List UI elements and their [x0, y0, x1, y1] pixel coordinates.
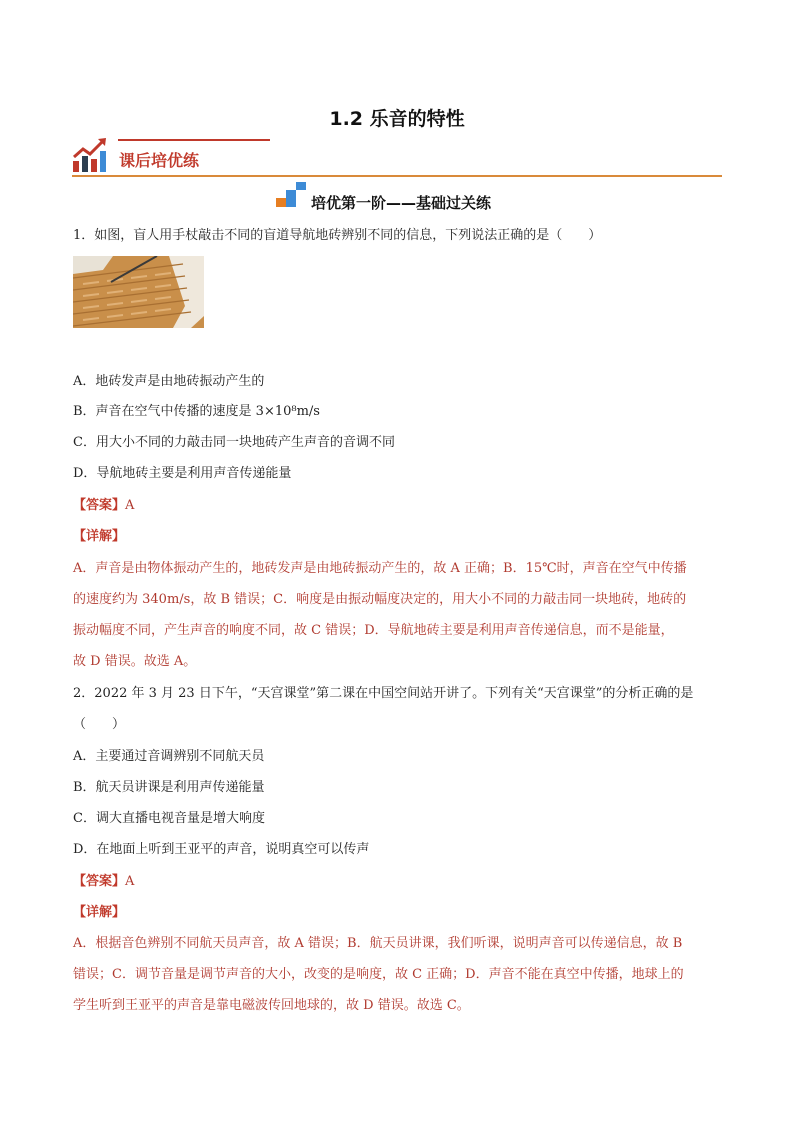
q2-option-d: D．在地面上听到王亚平的声音，说明真空可以传声	[73, 842, 370, 857]
subsection-label: 培优第一阶——基础过关练	[311, 194, 492, 212]
q1-explanation-line: 故 D 错误。故选 A。	[73, 654, 197, 669]
section-label: 课后培优练	[119, 151, 200, 170]
q1-explanation-line: 的速度约为 340m/s，故 B 错误；C．响度是由振动幅度决定的，用大小不同的力敲击同一块地砖，地砖的	[73, 592, 687, 607]
q1-explanation-line: 振动幅度不同，产生声音的响度不同，故 C 错误；D．导航地砖主要是利用声音传递信息，而不是能量，	[73, 623, 674, 638]
answer-value: A	[125, 498, 135, 513]
q1-option-a: A．地砖发声是由地砖振动产生的	[73, 374, 265, 389]
q1-stem: 1．如图，盲人用手杖敲击不同的盲道导航地砖辨别不同的信息，下列说法正确的是（ ）	[73, 228, 602, 243]
q1-answer	[73, 496, 134, 516]
q1-option-c: C．用大小不同的力敲击同一块地砖产生声音的音调不同	[73, 435, 395, 450]
answer-value: A	[125, 874, 135, 889]
section-header	[72, 135, 722, 177]
q1-explanation-line: A．声音是由物体振动产生的，地砖发声是由地砖振动产生的，故 A 正确；B．15℃时，声音在空气中传播	[73, 561, 687, 576]
q2-answer	[73, 872, 134, 892]
answer-label: 【答案】	[73, 874, 126, 889]
q2-option-b: B．航天员讲课是利用声传递能量	[73, 780, 265, 795]
q2-detail-label: 【详解】	[73, 905, 126, 920]
q1-detail-label: 【详解】	[73, 529, 126, 544]
growth-chart-icon	[72, 137, 108, 173]
q2-stem: 2．2022 年 3 月 23 日下午，“天宫课堂”第二课在中国空间站开讲了。下列有关“天宫课堂”的分析正确的是	[73, 686, 694, 701]
q2-stem-continued: （ ）	[73, 717, 126, 732]
answer-label: 【答案】	[73, 498, 126, 513]
subsection-header	[0, 182, 794, 212]
section-divider	[72, 175, 722, 177]
q1-option-b: B．声音在空气中传播的速度是 3×10⁸m/s	[73, 404, 320, 419]
page-title: 1.2 乐音的特性	[329, 108, 465, 130]
q1-option-d: D．导航地砖主要是利用声音传递能量	[73, 466, 292, 481]
header-top-line	[118, 139, 270, 141]
q2-option-a: A．主要通过音调辨别不同航天员	[73, 749, 265, 764]
stairs-icon	[276, 182, 306, 208]
q2-explanation-line: 学生听到王亚平的声音是靠电磁波传回地球的，故 D 错误。故选 C。	[73, 998, 470, 1013]
q2-explanation-line: 错误；C．调节音量是调节声音的大小，改变的是响度，故 C 正确；D．声音不能在真空中传播，地球上的	[73, 967, 684, 982]
tactile-paving-photo	[73, 256, 204, 328]
q2-explanation-line: A．根据音色辨别不同航天员声音，故 A 错误；B．航天员讲课，我们听课，说明声音可以传递信息，故 B	[73, 936, 683, 951]
q2-option-c: C．调大直播电视音量是增大响度	[73, 811, 265, 826]
